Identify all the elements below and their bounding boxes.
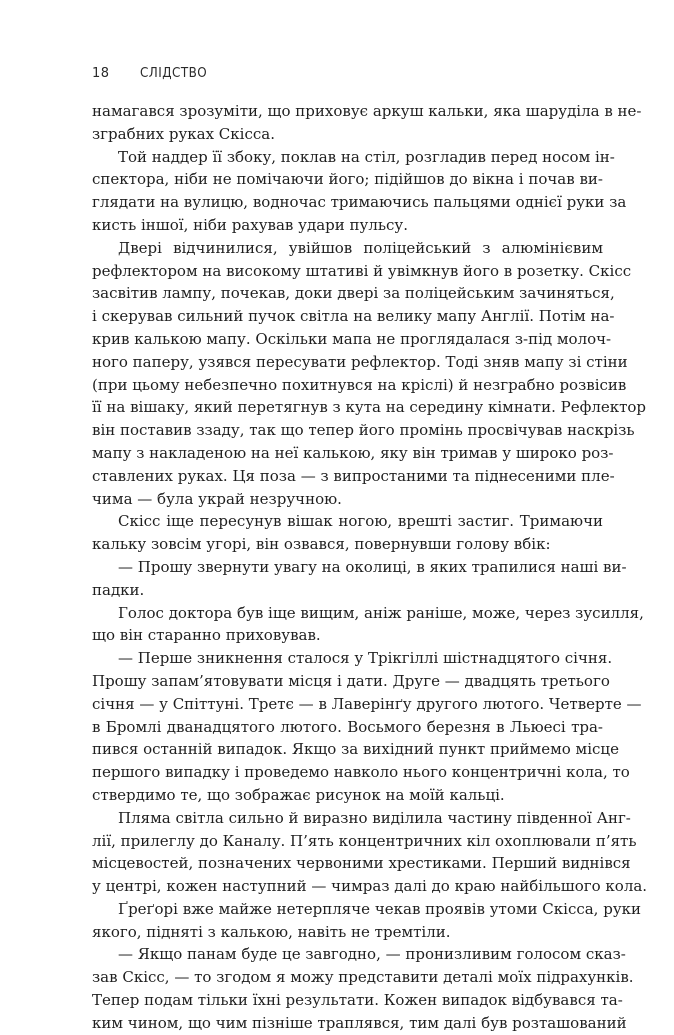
paragraph <box>92 602 644 648</box>
text-line: в Бромлі дванадцятого лютого. Восьмого березня в Льюесі тра- <box>92 717 603 736</box>
paragraph <box>92 100 642 146</box>
text-line: Прошу запам’ятовувати місця і дати. Друге — двадцять третього <box>92 671 610 690</box>
text-line: спектора, ніби не помічаючи його; підійшов до вікна і почав ви- <box>92 170 603 189</box>
paragraph <box>92 898 642 944</box>
text-line: місцевостей, позначених червоними хрестиками. Перший виднівся <box>92 854 631 873</box>
text-line: січня — у Спіттуні. Третє — в Лаверінґу другого лютого. Четверте — <box>92 694 642 713</box>
text-line: що він старанно приховував. <box>92 626 321 645</box>
paragraph <box>92 647 642 807</box>
text-line: і скерував сильний пучок світла на велику мапу Англії. Потім на- <box>92 307 615 326</box>
text-line: — Прошу звернути увагу на околиці, в яких трапилися наші ви- <box>118 557 627 576</box>
text-line: пився останній випадок. Якщо за вихідний пункт приймемо місце <box>92 740 619 759</box>
text-line: Тепер подам тільки їхні результати. Кожен випадок відбувався та- <box>92 991 623 1010</box>
text-line: Двері відчинилися, увійшов поліцейський з алюмінієвим <box>118 238 603 257</box>
text-line: ного паперу, узявся пересувати рефлектор. Тоді зняв мапу зі стіни <box>92 352 628 371</box>
text-line: Ґреґорі вже майже нетерпляче чекав проявів утоми Скісса, руки <box>118 899 642 918</box>
text-line: він поставив ззаду, так що тепер його промінь просвічував наскрізь <box>92 421 635 440</box>
running-head <box>92 66 213 86</box>
text-line: Скісс іще пересунув вішак ногою, врешті застиг. Тримаючи <box>118 512 603 531</box>
text-line: засвітив лампу, почекав, доки двері за поліцейським зачиняться, <box>92 284 615 303</box>
text-line: намагався зрозуміти, що приховує аркуш кальки, яка шаруділа в не- <box>92 102 642 120</box>
text-line: кальку зовсім угорі, він озвався, повернувши голову вбік: <box>92 535 551 554</box>
paragraph <box>92 943 634 1034</box>
text-line: Голос доктора був іще вищим, аніж раніше, може, через зусилля, <box>118 603 644 622</box>
text-line: ким чином, що чим пізніше траплявся, тим далі був розташований <box>92 1013 627 1032</box>
text-line: (при цьому небезпечно похитнувся на кріслі) й незграбно розвісив <box>92 375 627 394</box>
text-line: мапу з накладеною на неї калькою, яку він тримав у широко роз- <box>92 443 614 462</box>
chapter-title: СЛІДСТВО <box>140 66 208 81</box>
paragraph <box>92 146 627 237</box>
text-line: падки. <box>92 580 145 599</box>
text-line: рефлектором на високому штативі й увімкнув його в розетку. Скісс <box>92 261 632 280</box>
text-line: Той наддер її збоку, поклав на стіл, розгладив перед носом ін- <box>118 147 615 166</box>
text-line: — Якщо панам буде це завгодно, — пронизливим голосом сказ- <box>118 945 626 964</box>
text-line: ставлених руках. Ця поза — з випростаними та піднесеними пле- <box>92 466 615 485</box>
text-line: зав Скісс, — то згодом я можу представити деталі моїх підрахунків. <box>92 968 634 987</box>
text-line: зграбних руках Скісса. <box>92 124 275 143</box>
text-line: кисть іншої, ніби рахував удари пульсу. <box>92 215 409 234</box>
body-text <box>92 100 648 1035</box>
text-line: лії, прилеглу до Каналу. П’ять концентричних кіл охоплювали п’ять <box>92 831 637 850</box>
text-line: її на вішаку, який перетягнув з кута на середину кімнати. Рефлектор <box>92 398 647 417</box>
paragraph <box>92 510 603 556</box>
text-line: Пляма світла сильно й виразно виділила частину південної Анг- <box>118 808 631 827</box>
paragraph <box>92 556 627 602</box>
text-line: першого випадку і проведемо навколо нього концентричні кола, то <box>92 763 630 782</box>
text-line: якого, підняті з калькою, навіть не тремтіли. <box>92 922 451 941</box>
paragraph <box>92 807 648 898</box>
text-line: ствердимо те, що зображає рисунок на моїй кальці. <box>92 785 505 804</box>
text-line: у центрі, кожен наступний — чимраз далі до краю найбільшого кола. <box>92 877 648 896</box>
paragraph <box>92 237 647 511</box>
page-number: 18 <box>92 66 110 81</box>
text-line: чима — була украй незручною. <box>92 489 342 508</box>
text-line: крив калькою мапу. Оскільки мапа не проглядалася з-під молоч- <box>92 329 612 348</box>
text-line: глядати на вулицю, водночас тримаючись пальцями однієї руки за <box>92 193 627 212</box>
text-line: — Перше зникнення сталося у Трікгіллі шістнадцятого січня. <box>118 649 613 668</box>
